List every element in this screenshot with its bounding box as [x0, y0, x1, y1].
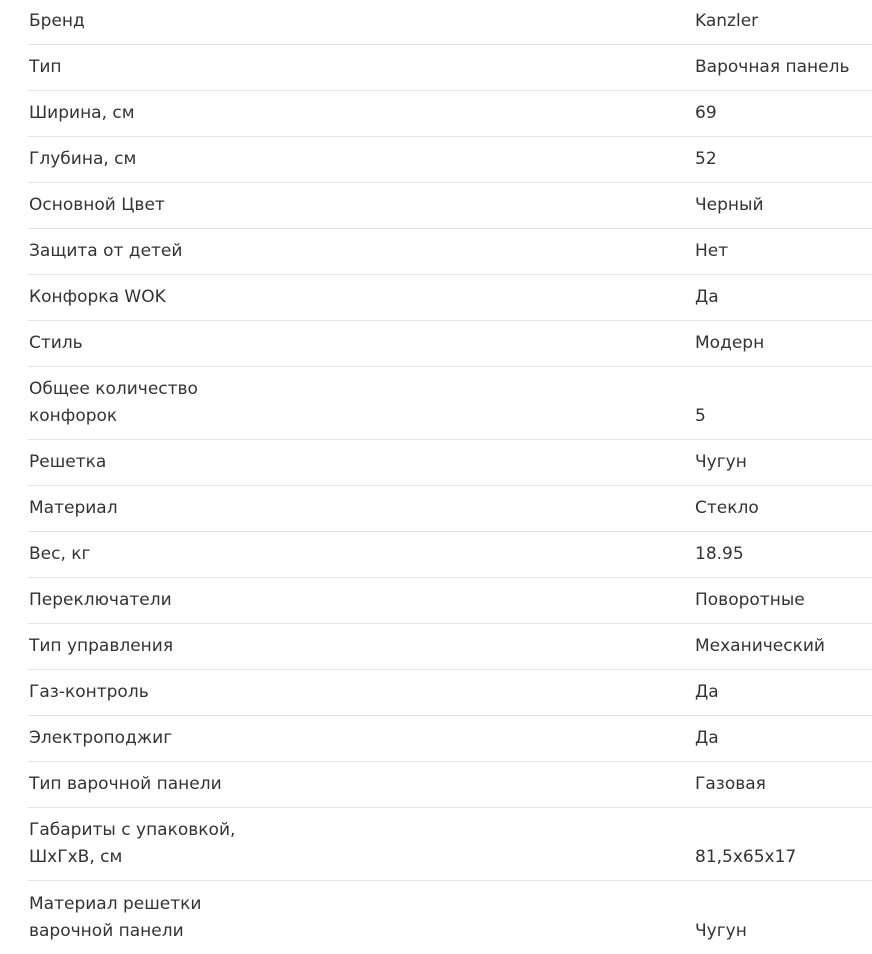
spec-value: Чугун [695, 921, 747, 941]
spec-label: Электроподжиг [29, 728, 173, 748]
spec-row-child-lock [27, 229, 872, 275]
spec-row-grate [27, 440, 872, 486]
spec-label: Тип [29, 57, 62, 77]
spec-value: Чугун [695, 452, 747, 472]
spec-value: Да [695, 728, 719, 748]
spec-label: Газ-контроль [29, 682, 149, 702]
spec-value: Механический [695, 636, 825, 656]
spec-row-package-dimensions [27, 808, 872, 881]
spec-row-burner-count [27, 367, 872, 440]
spec-row-width [27, 91, 872, 137]
spec-value: 81,5x65x17 [695, 847, 797, 867]
spec-value: Модерн [695, 333, 765, 353]
spec-label: Тип варочной панели [29, 774, 222, 794]
spec-label: Ширина, см [29, 103, 135, 123]
spec-label: Стиль [29, 333, 83, 353]
spec-row-ignition [27, 716, 872, 762]
spec-row-wok-burner [27, 275, 872, 321]
spec-value: 18.95 [695, 544, 744, 564]
spec-row-weight [27, 532, 872, 578]
spec-row-grate-material [27, 881, 872, 954]
spec-label: Вес, кг [29, 544, 91, 564]
spec-row-control-type [27, 624, 872, 670]
spec-value: Нет [695, 241, 729, 261]
spec-row-switches [27, 578, 872, 624]
spec-label: Общее количество конфорок [29, 379, 198, 426]
spec-label: Основной Цвет [29, 195, 165, 215]
spec-value: 52 [695, 149, 717, 169]
spec-label: Тип управления [29, 636, 174, 656]
spec-row-style [27, 321, 872, 367]
spec-row-hob-type [27, 762, 872, 808]
spec-label: Решетка [29, 452, 107, 472]
spec-label: Конфорка WOK [29, 287, 166, 307]
spec-value: Газовая [695, 774, 766, 794]
spec-row-material [27, 486, 872, 532]
spec-label: Материал [29, 498, 118, 518]
spec-value: Стекло [695, 498, 759, 518]
spec-value: Да [695, 682, 719, 702]
spec-value: Kanzler [695, 11, 759, 31]
spec-value: Поворотные [695, 590, 805, 610]
spec-value: Да [695, 287, 719, 307]
spec-value: Варочная панель [695, 57, 850, 77]
spec-row-brand [27, 0, 872, 45]
spec-value: 5 [695, 406, 706, 426]
spec-row-type [27, 45, 872, 91]
spec-label: Защита от детей [29, 241, 183, 261]
spec-value: Черный [695, 195, 764, 215]
spec-label: Глубина, см [29, 149, 137, 169]
spec-value: 69 [695, 103, 717, 123]
spec-label: Бренд [29, 11, 85, 31]
specs-table [27, 0, 872, 954]
spec-row-gas-control [27, 670, 872, 716]
spec-row-color [27, 183, 872, 229]
spec-label: Материал решетки варочной панели [29, 894, 202, 941]
spec-row-depth [27, 137, 872, 183]
spec-label: Переключатели [29, 590, 172, 610]
spec-label: Габариты с упаковкой, ШхГхВ, см [29, 820, 236, 867]
